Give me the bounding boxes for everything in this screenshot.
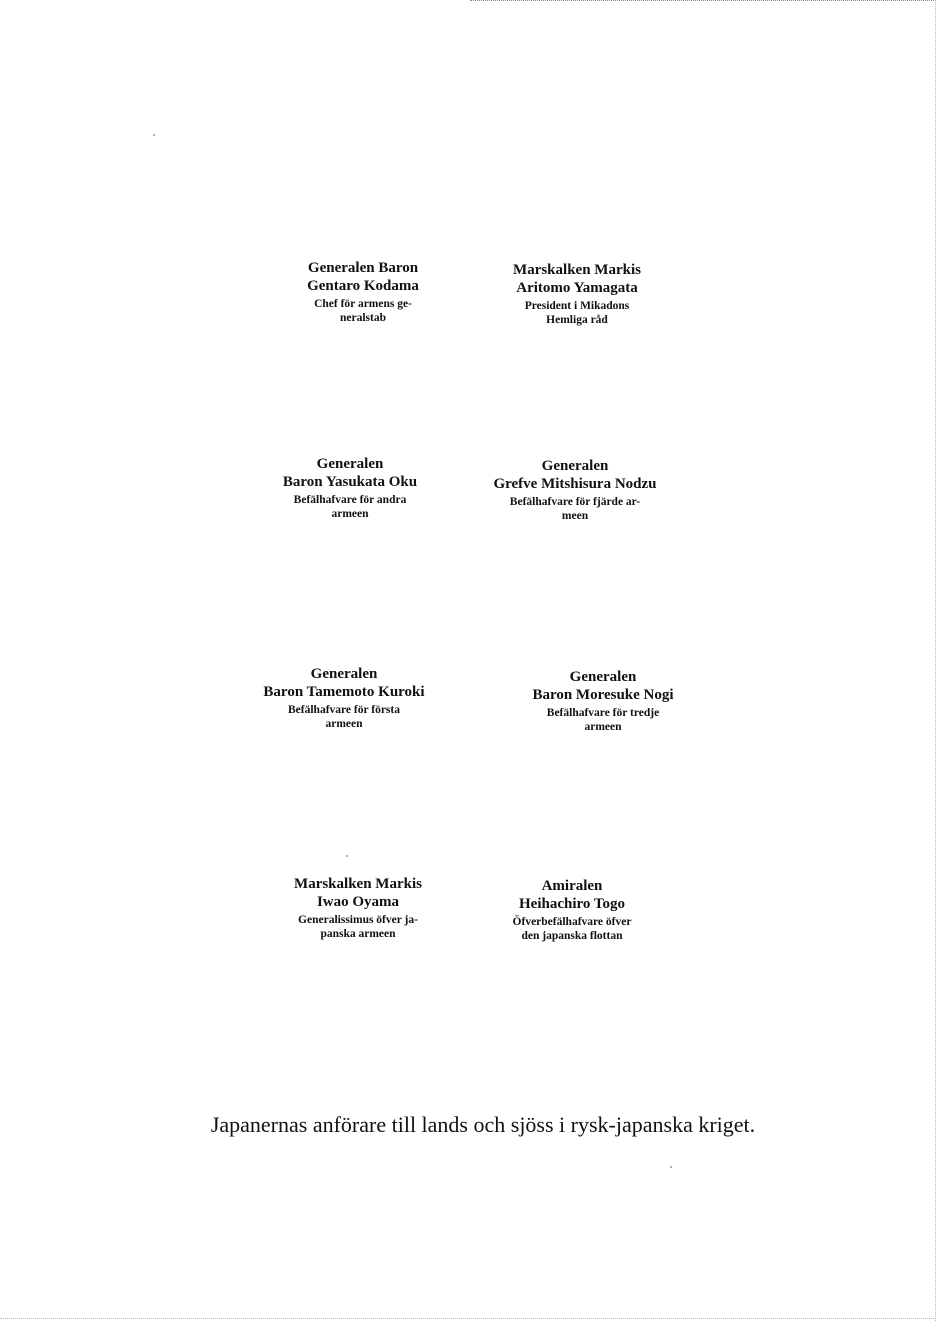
caption-togo — [452, 877, 692, 943]
caption-name: Amiralen — [541, 878, 603, 894]
caption-nogi — [483, 668, 723, 734]
caption-name: Baron Yasukata Oku — [282, 474, 418, 490]
caption-role: Generalissimus öfver ja- panska armeen — [298, 914, 418, 940]
caption-name: Baron Tamemoto Kuroki — [263, 684, 425, 700]
caption-name: Baron Moresuke Nogi — [532, 687, 674, 703]
caption-name: Aritomo Yamagata — [516, 280, 638, 296]
caption-kuroki — [224, 665, 464, 731]
caption-name: Generalen — [541, 458, 609, 474]
caption-role: Befälhafvare för andra armeen — [293, 494, 407, 520]
plate-title: Japanernas anförare till lands och sjöss i rysk-japanska kriget. — [210, 1112, 756, 1137]
caption-name: Generalen — [569, 669, 637, 685]
caption-name: Marskalken Markis — [294, 876, 422, 892]
page-edge-bottom — [0, 1318, 936, 1319]
caption-role: Öfverbefälhafvare öfver den japanska flottan — [512, 916, 632, 942]
caption-role: Befälhafvare för första armeen — [288, 704, 400, 730]
print-speck — [346, 855, 348, 857]
caption-name: Iwao Oyama — [316, 894, 400, 910]
caption-name: Heihachiro Togo — [519, 896, 625, 912]
caption-yamagata — [457, 261, 697, 327]
caption-oku — [230, 455, 470, 521]
caption-name: Generalen Baron — [307, 260, 419, 276]
page-edge-top — [470, 0, 936, 1]
caption-role: Chef för armens ge- neralstab — [314, 298, 412, 324]
print-speck — [153, 134, 155, 136]
caption-name: Grefve Mitshisura Nodzu — [493, 476, 657, 492]
caption-role: Befälhafvare för fjärde ar- meen — [509, 496, 641, 522]
caption-kodama — [243, 259, 483, 325]
caption-nodzu — [455, 457, 695, 523]
caption-name: Generalen — [316, 456, 384, 472]
caption-name: Gentaro Kodama — [307, 278, 419, 294]
caption-name: Generalen — [310, 666, 378, 682]
caption-name: Marskalken Markis — [513, 262, 641, 278]
print-speck — [670, 1166, 672, 1168]
caption-role: Befälhafvare för tredje armeen — [546, 707, 660, 733]
caption-role: President i Mikadons Hemliga råd — [524, 300, 630, 326]
caption-oyama — [238, 875, 478, 941]
